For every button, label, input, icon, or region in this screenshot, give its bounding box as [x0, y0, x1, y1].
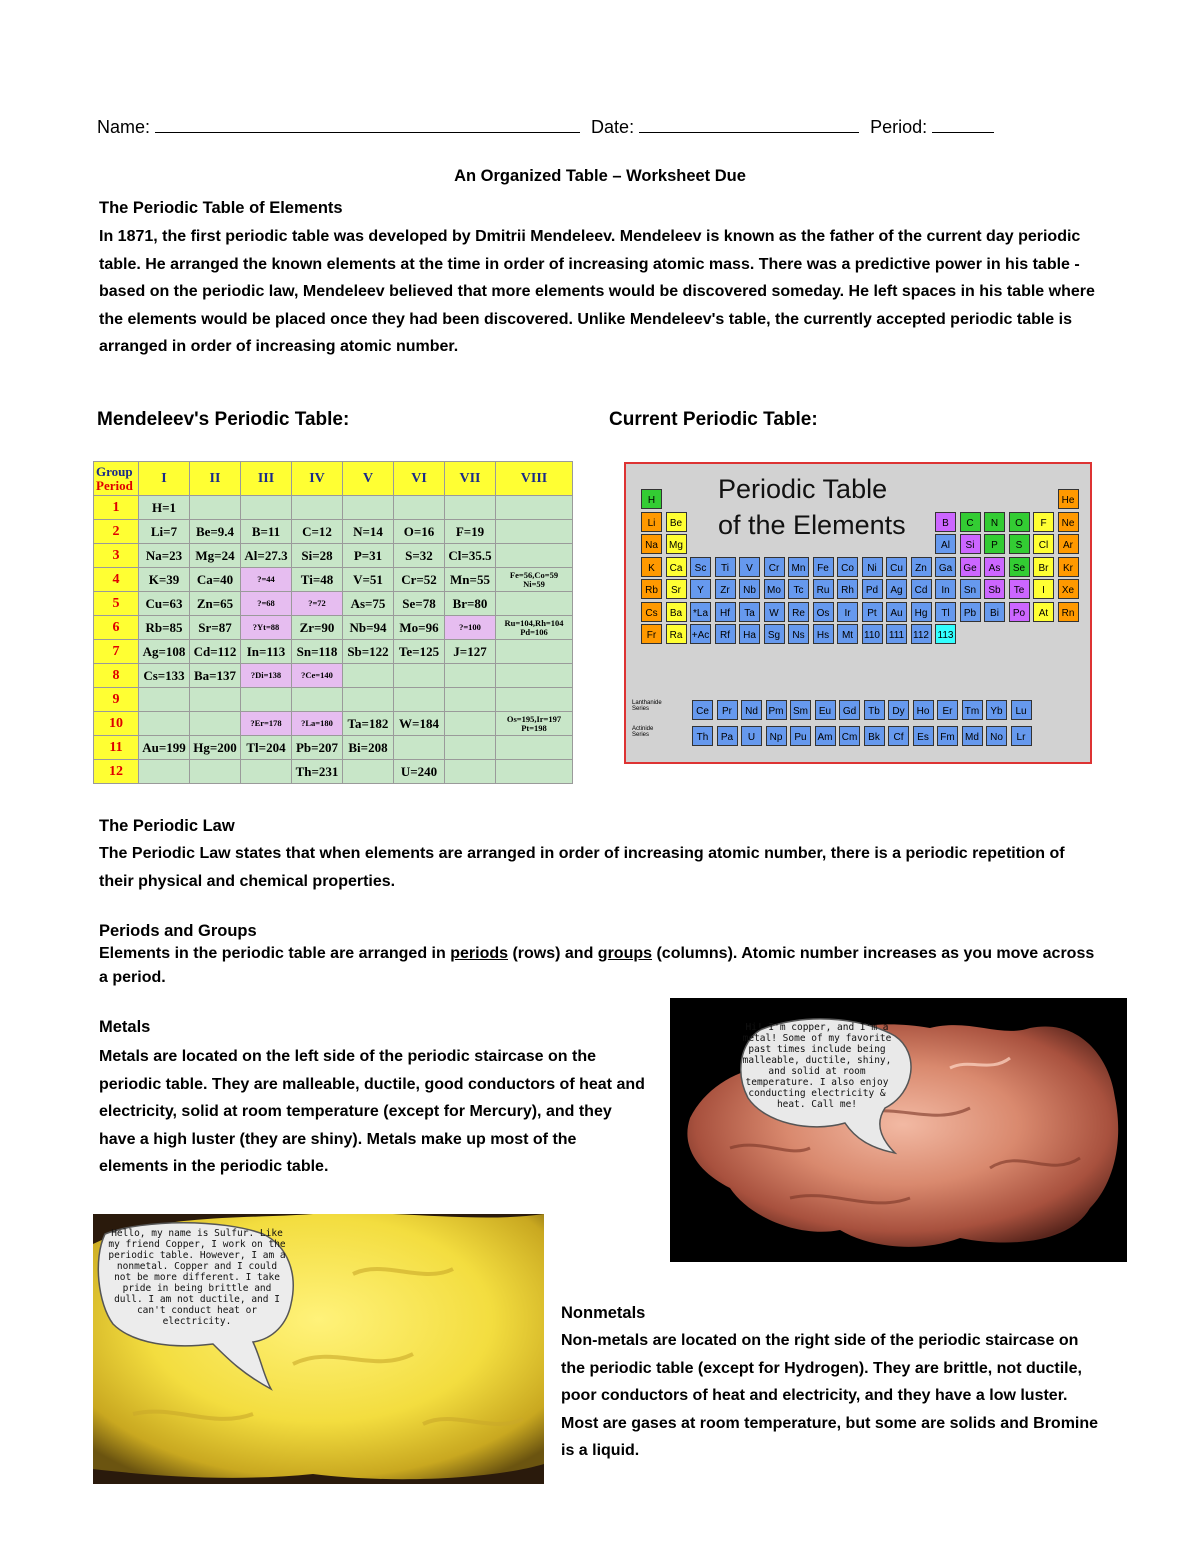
element-tile: Ca — [666, 557, 687, 577]
element-cell: As=75 — [343, 592, 394, 616]
element-tile: C — [960, 512, 981, 532]
element-cell: J=127 — [445, 640, 496, 664]
element-cell — [445, 760, 496, 784]
mendeleev-row — [94, 640, 573, 664]
element-tile: Gd — [839, 700, 860, 720]
element-cell — [445, 712, 496, 736]
element-cell: ?=100 — [445, 616, 496, 640]
element-tile: Mn — [788, 557, 809, 577]
student-info-header — [97, 116, 994, 138]
period-number: 7 — [94, 640, 139, 664]
element-tile: F — [1033, 512, 1054, 532]
element-cell: Rb=85 — [139, 616, 190, 640]
element-tile: Ir — [837, 602, 858, 622]
element-tile: Ge — [960, 557, 981, 577]
element-cell: Os=195,Ir=197 Pt=198 — [496, 712, 573, 736]
periods-groups-paragraph — [99, 942, 1099, 990]
date-label: Date: — [591, 117, 635, 137]
element-cell: Zr=90 — [292, 616, 343, 640]
element-tile: Hg — [911, 602, 932, 622]
element-tile: Ni — [862, 557, 883, 577]
element-tile: 110 — [862, 624, 883, 644]
mendeleev-row — [94, 664, 573, 688]
element-cell: S=32 — [394, 544, 445, 568]
element-cell — [496, 688, 573, 712]
element-cell — [496, 640, 573, 664]
mendeleev-row — [94, 544, 573, 568]
pt-title-line1: Periodic Table — [718, 474, 888, 504]
group-header: III — [241, 462, 292, 496]
element-tile: As — [984, 557, 1005, 577]
element-tile: V — [739, 557, 760, 577]
element-cell — [343, 688, 394, 712]
element-tile: Mg — [666, 534, 687, 554]
element-tile: Br — [1033, 557, 1054, 577]
element-tile: Os — [813, 602, 834, 622]
element-cell: P=31 — [343, 544, 394, 568]
nonmetals-paragraph: Non-metals are located on the right side of the periodic staircase on the periodic table (except for Hydrogen). They are brittle, not ductile, poor conductors of heat and electricity, and they have a low luster. Most are gases at room temperature, but some are solids and Bromine is a liquid. — [561, 1332, 1099, 1459]
element-tile: Tl — [935, 602, 956, 622]
element-tile: Co — [837, 557, 858, 577]
element-tile: Tm — [962, 700, 983, 720]
group-header: II — [190, 462, 241, 496]
current-periodic-table — [624, 462, 1092, 764]
element-cell — [445, 688, 496, 712]
element-tile: He — [1058, 489, 1079, 509]
element-cell — [394, 496, 445, 520]
group-header: VIII — [496, 462, 573, 496]
name-label: Name: — [97, 117, 151, 137]
element-tile: Am — [815, 726, 836, 746]
element-cell: Ru=104,Rh=104 Pd=106 — [496, 616, 573, 640]
element-cell: Mo=96 — [394, 616, 445, 640]
element-cell: Te=125 — [394, 640, 445, 664]
element-tile: Ne — [1058, 512, 1079, 532]
element-tile: N — [984, 512, 1005, 532]
element-cell — [190, 712, 241, 736]
element-tile: Re — [788, 602, 809, 622]
element-tile: Dy — [888, 700, 909, 720]
mendeleev-row — [94, 592, 573, 616]
element-cell: Ba=137 — [190, 664, 241, 688]
element-tile: Na — [641, 534, 662, 554]
element-cell: W=184 — [394, 712, 445, 736]
element-tile: Pb — [960, 602, 981, 622]
element-tile: Fm — [937, 726, 958, 746]
element-cell: ?=44 — [241, 568, 292, 592]
element-tile: H — [641, 489, 662, 509]
element-tile: Yb — [986, 700, 1007, 720]
element-tile: Be — [666, 512, 687, 532]
element-tile: Rb — [641, 579, 662, 599]
element-tile: Te — [1009, 579, 1030, 599]
element-tile: +Ac — [690, 624, 711, 644]
period-field[interactable] — [932, 116, 994, 133]
element-cell — [292, 688, 343, 712]
mendeleev-table — [93, 461, 573, 784]
element-cell — [496, 520, 573, 544]
element-tile: Au — [886, 602, 907, 622]
element-cell: Si=28 — [292, 544, 343, 568]
element-tile: Lr — [1011, 726, 1032, 746]
element-cell — [496, 664, 573, 688]
element-tile: Cl — [1033, 534, 1054, 554]
element-cell: Mn=55 — [445, 568, 496, 592]
element-cell — [445, 736, 496, 760]
nonmetals-heading: Nonmetals — [561, 1304, 646, 1322]
mendeleev-heading: Mendeleev's Periodic Table: — [97, 409, 350, 430]
periodic-table-paragraph: In 1871, the first periodic table was developed by Dmitrii Mendeleev. Mendeleev is known as the father of the current day periodic table. He arranged the known elements at the time in order of increasing atomic mass. There was a predictive power in his table - based on the periodic law, Mendeleev believed that more elements would be discovered someday. He left spaces in his table where the elements would be placed once they had been discovered. Unlike Mendeleev's table, the currently accepted periodic table is arranged in order of increasing atomic number. — [99, 228, 1095, 355]
period-number: 2 — [94, 520, 139, 544]
element-tile: Zr — [715, 579, 736, 599]
element-tile: Sn — [960, 579, 981, 599]
period-label: Period: — [870, 117, 928, 137]
element-cell — [445, 664, 496, 688]
element-cell — [139, 688, 190, 712]
element-tile: Al — [935, 534, 956, 554]
element-tile: 111 — [886, 624, 907, 644]
period-number: 4 — [94, 568, 139, 592]
element-tile: Ra — [666, 624, 687, 644]
element-tile: K — [641, 557, 662, 577]
element-tile: P — [984, 534, 1005, 554]
element-cell — [394, 736, 445, 760]
element-tile: Sb — [984, 579, 1005, 599]
element-tile: Pd — [862, 579, 883, 599]
copper-speech-bubble: Hi! I'm copper, and I'm a metal! Some of my favorite past times include being malleable, ductile, shiny, and solid at room temperature. I also enjoy conducting electricity & heat. Call me! — [742, 1022, 892, 1110]
element-cell — [496, 544, 573, 568]
element-cell: In=113 — [241, 640, 292, 664]
element-cell: Th=231 — [292, 760, 343, 784]
element-cell: Au=199 — [139, 736, 190, 760]
element-tile: Rf — [715, 624, 736, 644]
element-cell — [292, 496, 343, 520]
element-tile: *La — [690, 602, 711, 622]
element-tile: Th — [692, 726, 713, 746]
element-cell: Pb=207 — [292, 736, 343, 760]
element-tile: Np — [766, 726, 787, 746]
element-tile: Tb — [864, 700, 885, 720]
element-cell: Sr=87 — [190, 616, 241, 640]
element-tile: Mt — [837, 624, 858, 644]
element-tile: Cm — [839, 726, 860, 746]
worksheet-title: An Organized Table – Worksheet Due — [454, 167, 746, 185]
element-tile: Cs — [641, 602, 662, 622]
element-tile: 113 — [935, 624, 956, 644]
name-field[interactable] — [155, 116, 580, 133]
group-header: V — [343, 462, 394, 496]
mendeleev-row — [94, 688, 573, 712]
element-tile: Si — [960, 534, 981, 554]
element-tile: In — [935, 579, 956, 599]
element-tile: Sr — [666, 579, 687, 599]
periodic-law-paragraph: The Periodic Law states that when elements are arranged in order of increasing atomic number, there is a periodic repetition of their physical and chemical properties. — [99, 845, 1065, 890]
periods-word: periods — [450, 945, 509, 962]
group-header: I — [139, 462, 190, 496]
element-cell: V=51 — [343, 568, 394, 592]
actinide-label: Actinide Series — [632, 726, 654, 738]
element-tile: Pm — [766, 700, 787, 720]
element-cell — [343, 760, 394, 784]
periodic-law-heading: The Periodic Law — [99, 817, 235, 835]
element-cell — [190, 496, 241, 520]
element-cell: Cu=63 — [139, 592, 190, 616]
group-header: VI — [394, 462, 445, 496]
element-cell: Al=27.3 — [241, 544, 292, 568]
element-cell — [496, 760, 573, 784]
mendeleev-row — [94, 736, 573, 760]
element-tile: Sg — [764, 624, 785, 644]
element-tile: At — [1033, 602, 1054, 622]
element-tile: S — [1009, 534, 1030, 554]
periods-groups-heading: Periods and Groups — [99, 922, 257, 940]
element-tile: Zn — [911, 557, 932, 577]
element-tile: Eu — [815, 700, 836, 720]
element-cell — [190, 688, 241, 712]
element-tile: B — [935, 512, 956, 532]
element-tile: Rn — [1058, 602, 1079, 622]
element-tile: Ar — [1058, 534, 1079, 554]
element-tile: Pt — [862, 602, 883, 622]
element-tile: Fr — [641, 624, 662, 644]
element-tile: Pa — [717, 726, 738, 746]
element-cell: ?Er=178 — [241, 712, 292, 736]
group-header: VII — [445, 462, 496, 496]
element-cell: Cl=35.5 — [445, 544, 496, 568]
element-tile: Li — [641, 512, 662, 532]
period-number: 10 — [94, 712, 139, 736]
element-tile: Nb — [739, 579, 760, 599]
element-cell: N=14 — [343, 520, 394, 544]
element-cell: Ag=108 — [139, 640, 190, 664]
period-label: Period — [96, 478, 133, 493]
element-tile: Ti — [715, 557, 736, 577]
period-number: 11 — [94, 736, 139, 760]
element-cell: Be=9.4 — [190, 520, 241, 544]
element-cell — [241, 496, 292, 520]
element-cell: Cd=112 — [190, 640, 241, 664]
element-cell: F=19 — [445, 520, 496, 544]
element-tile: Ns — [788, 624, 809, 644]
pt-title-line2: of the Elements — [718, 510, 906, 540]
element-tile: O — [1009, 512, 1030, 532]
element-cell — [445, 496, 496, 520]
metals-heading: Metals — [99, 1018, 151, 1036]
element-cell: Br=80 — [445, 592, 496, 616]
element-tile: Es — [913, 726, 934, 746]
period-number: 9 — [94, 688, 139, 712]
element-cell: Ca=40 — [190, 568, 241, 592]
element-tile: Sm — [790, 700, 811, 720]
element-tile: Ag — [886, 579, 907, 599]
copper-photo — [670, 998, 1127, 1262]
element-cell: ?=72 — [292, 592, 343, 616]
element-cell: Bi=208 — [343, 736, 394, 760]
element-tile: Md — [962, 726, 983, 746]
element-tile: Fe — [813, 557, 834, 577]
element-cell: Na=23 — [139, 544, 190, 568]
element-cell — [241, 760, 292, 784]
element-tile: No — [986, 726, 1007, 746]
element-cell: Fe=56,Co=59 Ni=59 — [496, 568, 573, 592]
element-cell: H=1 — [139, 496, 190, 520]
mendeleev-header-row — [94, 462, 573, 496]
element-cell: C=12 — [292, 520, 343, 544]
element-cell: Se=78 — [394, 592, 445, 616]
element-tile: Kr — [1058, 557, 1079, 577]
metals-paragraph: Metals are located on the left side of the periodic staircase on the periodic table. They are malleable, ductile, good conductors of heat and electricity, solid at room temperature (except for Mercury), and they have a high luster (they are shiny). Metals make up most of the elements in the periodic table. — [99, 1048, 645, 1175]
mendeleev-row — [94, 520, 573, 544]
mendeleev-row — [94, 760, 573, 784]
element-cell: Hg=200 — [190, 736, 241, 760]
element-cell: U=240 — [394, 760, 445, 784]
element-cell — [241, 688, 292, 712]
element-tile: W — [764, 602, 785, 622]
period-number: 12 — [94, 760, 139, 784]
date-field[interactable] — [639, 116, 859, 133]
groups-word: groups — [597, 945, 653, 962]
element-tile: Po — [1009, 602, 1030, 622]
element-tile: Rh — [837, 579, 858, 599]
element-tile: Pu — [790, 726, 811, 746]
element-cell — [496, 496, 573, 520]
element-cell: ?Di=138 — [241, 664, 292, 688]
element-tile: Nd — [741, 700, 762, 720]
element-cell — [394, 688, 445, 712]
pg-text-3: (columns). Atomic number increases as you move across a period. — [99, 945, 1095, 986]
element-cell — [496, 592, 573, 616]
sulfur-photo — [93, 1214, 544, 1484]
period-number: 8 — [94, 664, 139, 688]
element-tile: Tc — [788, 579, 809, 599]
period-number: 1 — [94, 496, 139, 520]
element-cell: Zn=65 — [190, 592, 241, 616]
element-tile: Ho — [913, 700, 934, 720]
element-tile: 112 — [911, 624, 932, 644]
element-tile: Ta — [739, 602, 760, 622]
element-cell: B=11 — [241, 520, 292, 544]
element-cell — [496, 736, 573, 760]
lanthanide-label: Lanthanide Series — [632, 700, 662, 712]
period-number: 3 — [94, 544, 139, 568]
element-tile: Ce — [692, 700, 713, 720]
element-tile: Lu — [1011, 700, 1032, 720]
element-cell — [139, 760, 190, 784]
element-cell: O=16 — [394, 520, 445, 544]
period-number: 5 — [94, 592, 139, 616]
element-tile: Er — [937, 700, 958, 720]
element-tile: Sc — [690, 557, 711, 577]
element-tile: Ga — [935, 557, 956, 577]
element-cell: ?Yt=88 — [241, 616, 292, 640]
element-tile: Bi — [984, 602, 1005, 622]
element-cell: Ti=48 — [292, 568, 343, 592]
group-period-corner — [94, 462, 139, 496]
element-tile: Cr — [764, 557, 785, 577]
element-tile: I — [1033, 579, 1054, 599]
element-cell: Ta=182 — [343, 712, 394, 736]
element-cell — [343, 496, 394, 520]
element-tile: Hf — [715, 602, 736, 622]
sulfur-speech-bubble: Hello, my name is Sulfur. Like my friend Copper, I work on the periodic table. However, I am a nonmetal. Copper and I could not be more different. I take pride in being brittle and dull. I am not ductile, and I can't conduct heat or electricity. — [108, 1228, 286, 1327]
element-cell: Cr=52 — [394, 568, 445, 592]
element-tile: Ba — [666, 602, 687, 622]
element-cell: Sb=122 — [343, 640, 394, 664]
group-label: Group — [96, 464, 133, 479]
element-cell: Cs=133 — [139, 664, 190, 688]
element-tile: Mo — [764, 579, 785, 599]
element-cell — [343, 664, 394, 688]
mendeleev-row — [94, 712, 573, 736]
element-cell — [190, 760, 241, 784]
element-tile: Hs — [813, 624, 834, 644]
element-cell: Sn=118 — [292, 640, 343, 664]
pg-text-2: (rows) and — [508, 945, 598, 962]
pg-text-1: Elements in the periodic table are arranged in — [99, 945, 451, 962]
element-tile: U — [741, 726, 762, 746]
element-cell: Li=7 — [139, 520, 190, 544]
element-cell — [394, 664, 445, 688]
element-cell: Nb=94 — [343, 616, 394, 640]
element-cell — [139, 712, 190, 736]
element-tile: Se — [1009, 557, 1030, 577]
current-table-heading: Current Periodic Table: — [609, 409, 818, 430]
element-tile: Pr — [717, 700, 738, 720]
element-cell: Tl=204 — [241, 736, 292, 760]
group-header: IV — [292, 462, 343, 496]
element-tile: Xe — [1058, 579, 1079, 599]
mendeleev-row — [94, 616, 573, 640]
element-cell: ?Ce=140 — [292, 664, 343, 688]
element-cell: ?=68 — [241, 592, 292, 616]
mendeleev-row — [94, 496, 573, 520]
element-cell: Mg=24 — [190, 544, 241, 568]
periodic-table-heading: The Periodic Table of Elements — [99, 199, 343, 217]
mendeleev-row — [94, 568, 573, 592]
element-cell: ?La=180 — [292, 712, 343, 736]
copper-nugget-image — [670, 998, 1127, 1262]
element-cell: K=39 — [139, 568, 190, 592]
element-tile: Cd — [911, 579, 932, 599]
period-number: 6 — [94, 616, 139, 640]
element-tile: Ha — [739, 624, 760, 644]
element-tile: Bk — [864, 726, 885, 746]
element-tile: Ru — [813, 579, 834, 599]
element-tile: Y — [690, 579, 711, 599]
element-tile: Cu — [886, 557, 907, 577]
element-tile: Cf — [888, 726, 909, 746]
